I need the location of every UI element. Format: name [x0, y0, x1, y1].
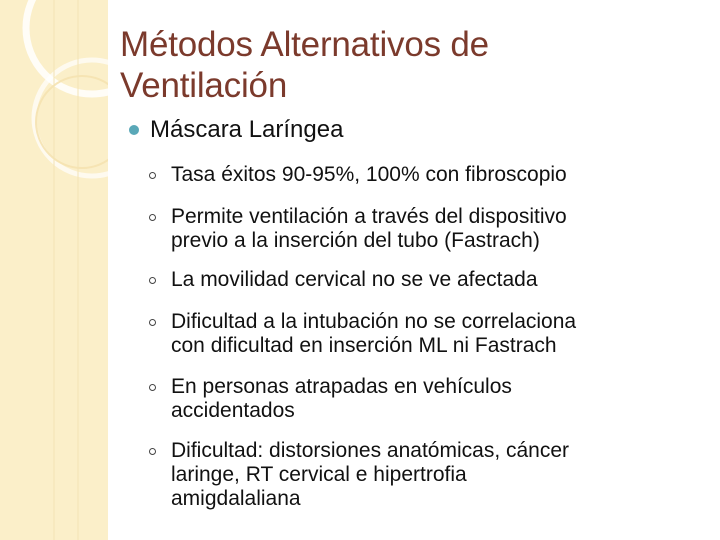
- list-item-line: amigdalaliana: [171, 487, 301, 510]
- title-line-1: Métodos Alternativos de: [120, 25, 489, 64]
- list-item-line: con dificultad en inserción ML ni Fastrach: [171, 334, 557, 357]
- list-item-line: laringe, RT cervical e hipertrofia: [171, 463, 467, 486]
- circle-bullet-icon: [149, 319, 156, 326]
- list-item-line: Dificultad a la intubación no se correlaciona: [171, 310, 577, 333]
- circle-bullet-icon: [149, 214, 156, 221]
- list-item-line: accidentados: [171, 399, 295, 422]
- circle-bullet-icon: [149, 172, 156, 179]
- section-heading: Máscara Laríngea: [150, 116, 344, 143]
- list-item-line: Permite ventilación a través del dispositivo: [171, 205, 567, 228]
- list-item-line: Dificultad: distorsiones anatómicas, cáncer: [171, 439, 570, 462]
- list-item-line: previo a la inserción del tubo (Fastrach): [171, 229, 540, 252]
- bullet-dot-icon: [129, 125, 139, 135]
- circle-bullet-icon: [149, 277, 156, 284]
- title-line-2: Ventilación: [120, 66, 288, 105]
- list-item-line: La movilidad cervical no se ve afectada: [171, 268, 538, 291]
- list-item-line: Tasa éxitos 90-95%, 100% con fibroscopio: [171, 163, 567, 186]
- circle-bullet-icon: [149, 448, 156, 455]
- list-item-line: En personas atrapadas en vehículos: [171, 375, 512, 398]
- circle-bullet-icon: [149, 384, 156, 391]
